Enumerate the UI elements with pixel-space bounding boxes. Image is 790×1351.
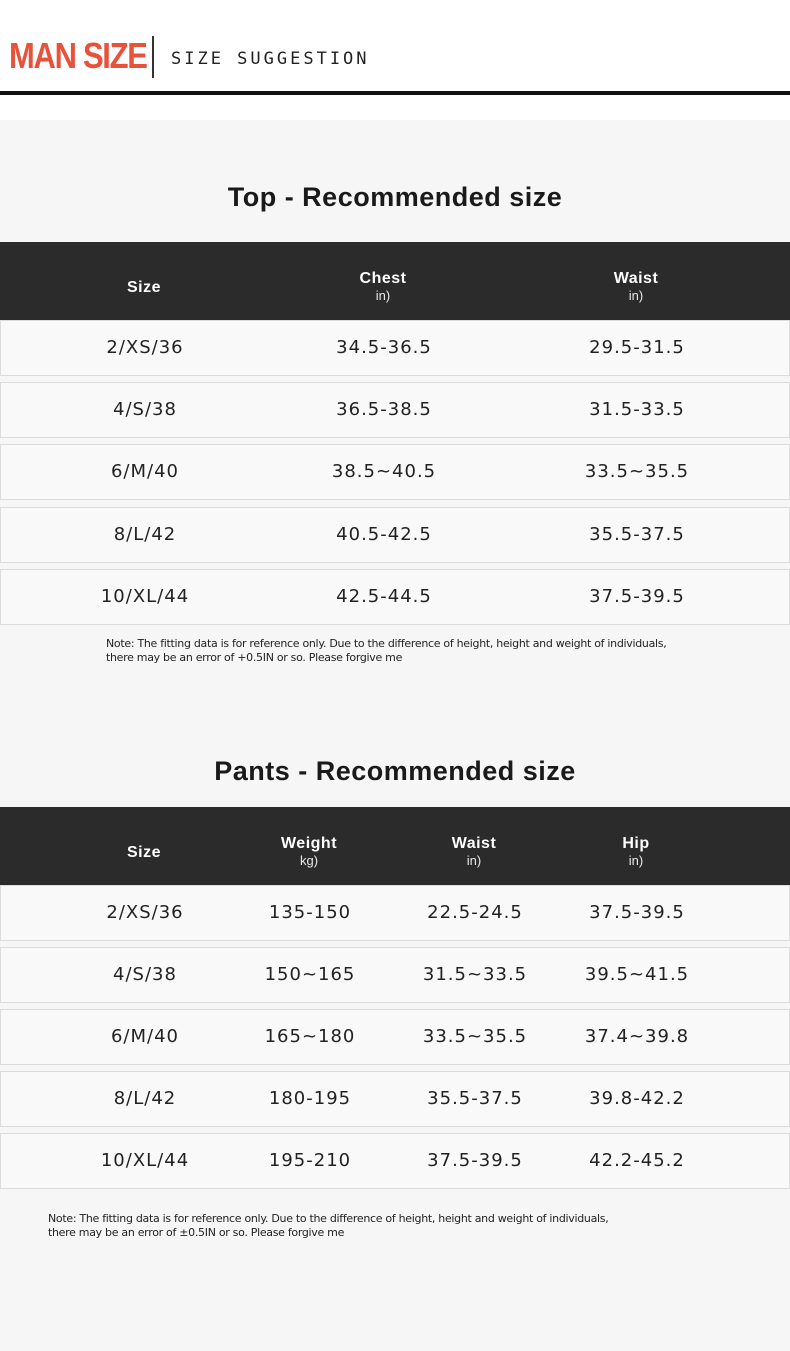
pants-col-weight xyxy=(239,807,379,885)
pants-note xyxy=(48,1212,608,1240)
header-divider xyxy=(152,36,154,78)
pants-table-row xyxy=(0,947,790,1003)
pants-col-hip-unit: in) xyxy=(628,853,644,868)
top-col-waist xyxy=(536,242,736,320)
top-cell-size: 2/XS/36 xyxy=(106,337,184,358)
top-col-chest-unit: in) xyxy=(375,288,391,303)
top-table-header xyxy=(0,242,790,320)
top-note-line1: Note: The fitting data is for reference only. Due to the difference of height, height and weight of individuals, xyxy=(106,637,667,650)
pants-note-line1: Note: The fitting data is for reference only. Due to the difference of height, height and weight of individuals, xyxy=(48,1212,609,1225)
pants-cell-weight: 150~165 xyxy=(264,964,356,985)
top-col-size-label: Size xyxy=(126,279,161,296)
top-cell-chest: 40.5-42.5 xyxy=(336,524,432,545)
page-header xyxy=(0,0,790,92)
top-table-row xyxy=(0,320,790,376)
pants-table-row xyxy=(0,1009,790,1065)
pants-col-waist-label: Waist xyxy=(451,835,497,852)
top-cell-waist: 31.5-33.5 xyxy=(589,399,685,420)
top-col-size xyxy=(44,242,244,320)
top-cell-size: 6/M/40 xyxy=(110,461,179,482)
top-table-row xyxy=(0,507,790,563)
top-col-chest-label: Chest xyxy=(359,270,407,287)
pants-cell-hip: 39.5~41.5 xyxy=(584,964,690,985)
top-section-title: Top - Recommended size xyxy=(227,182,563,212)
pants-col-weight-label: Weight xyxy=(280,835,338,852)
pants-cell-weight: 180-195 xyxy=(268,1088,352,1109)
pants-col-waist-unit: in) xyxy=(466,853,482,868)
pants-note-line2: there may be an error of ±0.5IN or so. Please forgive me xyxy=(48,1226,345,1239)
pants-col-size-label: Size xyxy=(126,844,161,861)
top-col-waist-unit: in) xyxy=(628,288,644,303)
top-note-line2: there may be an error of +0.5IN or so. Please forgive me xyxy=(106,651,403,664)
top-cell-chest: 38.5~40.5 xyxy=(331,461,437,482)
pants-cell-waist: 35.5-37.5 xyxy=(427,1088,523,1109)
pants-cell-size: 6/M/40 xyxy=(110,1026,179,1047)
pants-col-weight-unit: kg) xyxy=(299,853,319,868)
header-subtitle: SIZE SUGGESTION xyxy=(171,49,370,69)
pants-table-row xyxy=(0,1133,790,1189)
pants-section-title: Pants - Recommended size xyxy=(214,756,576,786)
top-cell-waist: 33.5~35.5 xyxy=(584,461,690,482)
pants-table-row xyxy=(0,885,790,941)
top-cell-size: 10/XL/44 xyxy=(100,586,190,607)
pants-table-header xyxy=(0,807,790,885)
top-note xyxy=(106,637,666,665)
top-cell-waist: 29.5-31.5 xyxy=(589,337,685,358)
top-cell-waist: 35.5-37.5 xyxy=(589,524,685,545)
top-table-row xyxy=(0,569,790,625)
pants-cell-waist: 37.5-39.5 xyxy=(427,1150,523,1171)
pants-cell-hip: 42.2-45.2 xyxy=(589,1150,685,1171)
pants-cell-hip: 37.4~39.8 xyxy=(584,1026,690,1047)
pants-cell-size: 8/L/42 xyxy=(113,1088,177,1109)
pants-cell-waist: 22.5-24.5 xyxy=(427,902,523,923)
top-cell-size: 4/S/38 xyxy=(113,399,177,420)
pants-cell-hip: 39.8-42.2 xyxy=(589,1088,685,1109)
pants-cell-size: 2/XS/36 xyxy=(106,902,184,923)
pants-col-waist xyxy=(404,807,544,885)
header-rule xyxy=(0,91,790,95)
top-cell-size: 8/L/42 xyxy=(113,524,177,545)
brand-title: MAN SIZE xyxy=(9,35,147,76)
pants-table-row xyxy=(0,1071,790,1127)
pants-cell-size: 10/XL/44 xyxy=(100,1150,190,1171)
pants-cell-weight: 165~180 xyxy=(264,1026,356,1047)
top-cell-chest: 42.5-44.5 xyxy=(336,586,432,607)
pants-cell-waist: 33.5~35.5 xyxy=(422,1026,528,1047)
top-cell-waist: 37.5-39.5 xyxy=(589,586,685,607)
top-cell-chest: 34.5-36.5 xyxy=(336,337,432,358)
pants-col-hip xyxy=(566,807,706,885)
pants-col-size xyxy=(44,807,244,885)
top-table-row xyxy=(0,444,790,500)
pants-cell-weight: 195-210 xyxy=(268,1150,352,1171)
pants-cell-size: 4/S/38 xyxy=(113,964,177,985)
top-table-row xyxy=(0,382,790,438)
top-cell-chest: 36.5-38.5 xyxy=(336,399,432,420)
pants-col-hip-label: Hip xyxy=(622,835,650,852)
top-col-chest xyxy=(283,242,483,320)
pants-cell-hip: 37.5-39.5 xyxy=(589,902,685,923)
top-col-waist-label: Waist xyxy=(613,270,659,287)
pants-cell-waist: 31.5~33.5 xyxy=(422,964,528,985)
pants-cell-weight: 135-150 xyxy=(268,902,352,923)
